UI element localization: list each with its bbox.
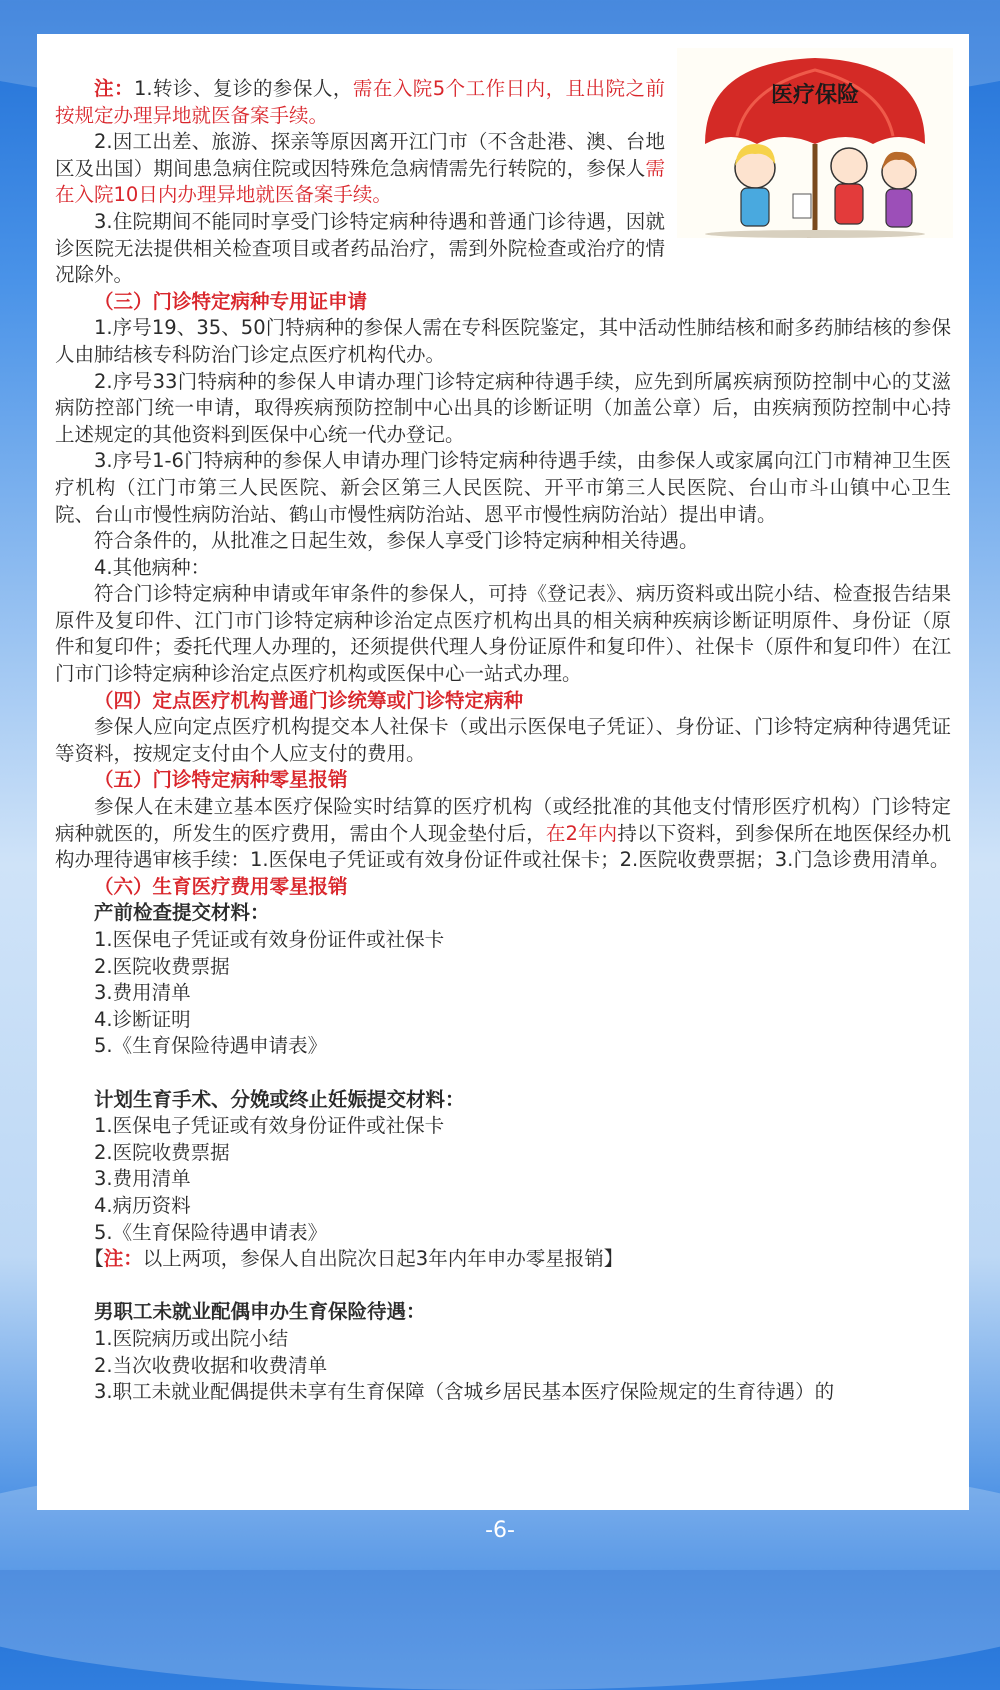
- note-2: [55, 129, 665, 209]
- section-3-paragraph: 符合门诊特定病种申请或年审条件的参保人，可持《登记表》、病历资料或出院小结、检查报告结果原件及复印件、江门市门诊特定病种诊治定点医疗机构出具的相关病种疾病诊断证明原件、身份证（原件和复印件；委托代理人办理的，还须提供代理人身份证原件和复印件）、社保卡（原件和复印件）在江门市门诊特定病种诊治定点医疗机构或医保中心一站式办理。: [55, 582, 951, 686]
- prenatal-title: 产前检查提交材料：: [94, 901, 270, 925]
- note-bracket-close: 】: [603, 1247, 624, 1271]
- list-item: 5.《生育保险待遇申请表》: [94, 1034, 328, 1058]
- section-5-text: 参保人在未建立基本医疗保险实时结算的医疗机构（或经批准的其他支付情形医疗机构）门诊特定病种就医的，所发生的医疗费用，需由个人现金垫付后，: [55, 795, 951, 845]
- section-5-heading: （五）门诊特定病种零星报销: [94, 768, 348, 792]
- section-3-paragraph: 符合条件的，从批准之日起生效，参保人享受门诊特定病种相关待遇。: [94, 529, 699, 553]
- section-3-paragraph: 1.序号19、35、50门特病种的参保人需在专科医院鉴定，其中活动性肺结核和耐多药肺结核的参保人由肺结核专科防治门诊定点医疗机构代办。: [55, 316, 951, 366]
- list-item: 2.当次收费收据和收费清单: [94, 1353, 328, 1377]
- section-3-paragraph: 3.序号1-6门特病种的参保人申请办理门诊特定病种待遇手续，由参保人或家属向江门市精神卫生医疗机构（江门市第三人民医院、新会区第三人民医院、开平市第三人民医院、台山市斗山镇中心卫生院、台山市慢性病防治站、鹤山市慢性病防治站、恩平市慢性病防治站）提出申请。: [55, 449, 951, 526]
- list-item: 4.病历资料: [94, 1193, 191, 1217]
- reimbursement-note-text: 以上两项，参保人自出院次日起3年内年申办零星报销: [142, 1247, 604, 1271]
- list-item: 3.费用清单: [94, 981, 191, 1005]
- surgery-title: 计划生育手术、分娩或终止妊娠提交材料：: [94, 1087, 465, 1111]
- reimbursement-note: [55, 1246, 951, 1273]
- medical-insurance-umbrella-icon: [677, 48, 953, 238]
- section-3-heading: （三）门诊特定病种专用证申请: [94, 289, 368, 313]
- notes-block: [55, 76, 665, 289]
- list-item: 3.费用清单: [94, 1167, 191, 1191]
- list-item: 2.医院收费票据: [94, 954, 230, 978]
- section-3-paragraph: 2.序号33门特病种的参保人申请办理门诊特定病种待遇手续，应先到所属疾病预防控制中心的艾滋病防控部门统一申请，取得疾病预防控制中心出具的诊断证明（加盖公章）后，由疾病预防控制中心持上述规定的其他资料到医保中心统一代办登记。: [55, 369, 951, 446]
- section-4-paragraph: 参保人应向定点医疗机构提交本人社保卡（或出示医保电子凭证）、身份证、门诊特定病种待遇凭证等资料，按规定支付由个人应支付的费用。: [55, 715, 951, 765]
- content-panel: [37, 34, 969, 1510]
- list-item: 4.诊断证明: [94, 1007, 191, 1031]
- section-3-paragraph: 4.其他病种：: [94, 555, 211, 579]
- note-bracket-open: 【: [84, 1247, 104, 1271]
- list-item: 2.医院收费票据: [94, 1140, 230, 1164]
- list-item: 5.《生育保险待遇申请表》: [94, 1220, 328, 1244]
- note-1: [55, 76, 665, 129]
- note-2-text: 2.因工出差、旅游、探亲等原因离开江门市（不含赴港、澳、台地区及出国）期间患急病住院或因特殊危急病情需先行转院的，参保人: [55, 130, 665, 180]
- spacer: [55, 1273, 951, 1300]
- spacer: [55, 1060, 951, 1087]
- reimbursement-note-label: 注：: [103, 1247, 143, 1271]
- section-4-heading: （四）定点医疗机构普通门诊统筹或门诊特定病种: [94, 688, 524, 712]
- section-5-paragraph: [55, 794, 951, 874]
- note-label: 注：: [94, 77, 134, 100]
- list-item: 3.职工未就业配偶提供未享有生育保障（含城乡居民基本医疗保险规定的生育待遇）的: [94, 1380, 835, 1404]
- section-6-heading: （六）生育医疗费用零星报销: [94, 874, 348, 898]
- note-2-highlight: 需在入院10日内办理异地就医备案手续。: [55, 156, 665, 207]
- list-item: 1.医保电子凭证或有效身份证件或社保卡: [94, 1114, 445, 1138]
- spouse-title: 男职工未就业配偶申办生育保险待遇：: [94, 1300, 426, 1324]
- section-5-text-end: 持以下资料，到参保所在地医保经办机构办理待遇审核手续：1.医保电子凭证或有效身份证件或社保卡；2.医院收费票据；3.门急诊费用清单。: [55, 821, 951, 872]
- note-1-text: 1.转诊、复诊的参保人，: [133, 77, 353, 100]
- note-3: 3.住院期间不能同时享受门诊特定病种待遇和普通门诊待遇，因就诊医院无法提供相关检查项目或者药品治疗，需到外院检查或治疗的情况除外。: [55, 209, 665, 287]
- section-5-highlight: 在2年内: [545, 821, 618, 845]
- svg-text:医疗保险: 医疗保险: [770, 83, 860, 108]
- page-number: -6-: [485, 1518, 515, 1543]
- list-item: 1.医保电子凭证或有效身份证件或社保卡: [94, 928, 445, 951]
- note-1-highlight: 需在入院5个工作日内，且出院之前按规定办理异地就医备案手续。: [55, 77, 665, 127]
- list-item: 1.医院病历或出院小结: [94, 1326, 289, 1350]
